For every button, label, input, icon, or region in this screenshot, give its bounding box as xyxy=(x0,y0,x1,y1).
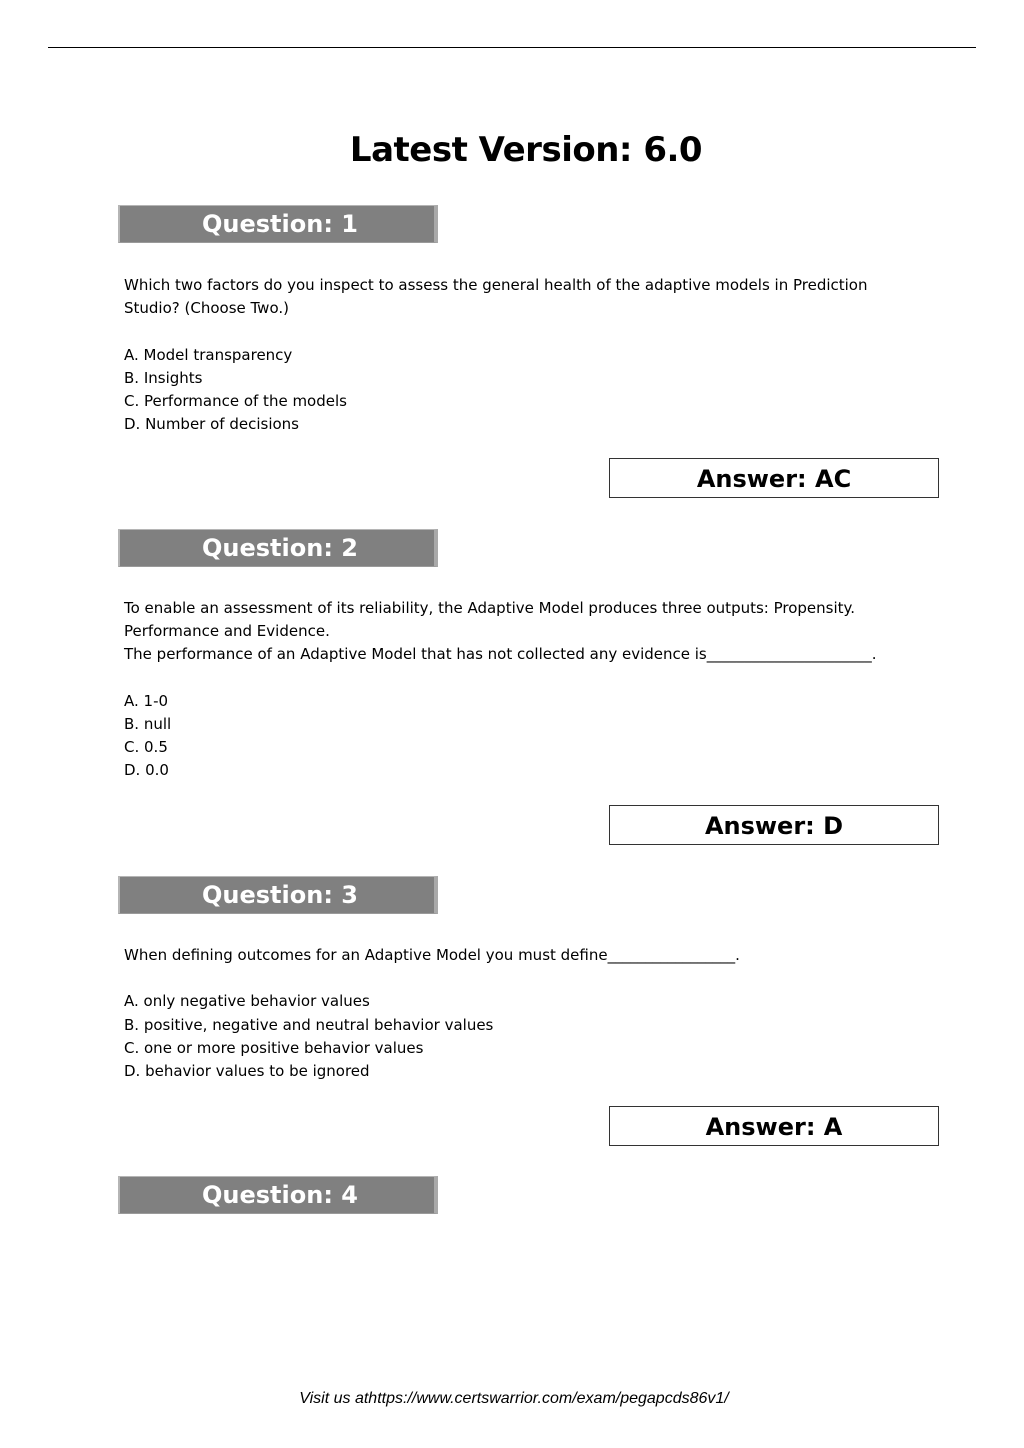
question-1-stem-line: Studio? (Choose Two.) xyxy=(124,299,289,318)
question-3-answer: Answer: A xyxy=(705,1113,843,1141)
question-2-answer: Answer: D xyxy=(704,812,844,840)
question-2-banner xyxy=(118,529,438,567)
question-3-option-d: D. behavior values to be ignored xyxy=(124,1062,370,1080)
question-1-option-b: B. Insights xyxy=(124,368,203,387)
question-1-option-c: C. Performance of the models xyxy=(124,392,347,410)
question-2-option-b: B. null xyxy=(124,715,172,733)
question-3-option-a: A. only negative behavior values xyxy=(124,992,370,1011)
question-1-answer: Answer: AC xyxy=(696,465,852,493)
question-1-body xyxy=(124,274,954,436)
question-3-option-b: B. positive, negative and neutral behavior values xyxy=(124,1015,494,1034)
question-2-stem-line: Performance and Evidence. xyxy=(124,622,330,641)
question-4-label: Question: 4 xyxy=(202,1181,358,1209)
question-1-answer-box xyxy=(609,458,939,498)
question-3-stem-line: When defining outcomes for an Adaptive Model you must define_________________. xyxy=(124,946,740,964)
question-3-label: Question: 3 xyxy=(202,881,358,909)
question-1-banner xyxy=(118,205,438,243)
question-2-answer-box xyxy=(609,805,939,845)
question-2-stem-line: The performance of an Adaptive Model that has not collected any evidence is______________________. xyxy=(124,645,877,664)
question-3-option-c: C. one or more positive behavior values xyxy=(124,1038,424,1057)
page-title: Latest Version: 6.0 xyxy=(349,130,703,170)
question-2-stem-line: To enable an assessment of its reliability, the Adaptive Model produces three outputs: Propensity. xyxy=(124,599,856,617)
question-1-stem-line: Which two factors do you inspect to assess the general health of the adaptive models in Prediction xyxy=(124,276,868,294)
footer-link[interactable]: Visit us athttps://www.certswarrior.com/exam/pegapcds86v1/ xyxy=(299,1390,729,1407)
question-1-option-a: A. Model transparency xyxy=(124,345,293,364)
question-2-option-c: C. 0.5 xyxy=(124,738,168,757)
question-2-body xyxy=(124,597,954,783)
question-1-label: Question: 1 xyxy=(202,210,358,238)
question-2-label: Question: 2 xyxy=(202,534,358,562)
question-3-body xyxy=(124,944,954,1083)
question-3-banner xyxy=(118,876,438,914)
question-4-banner xyxy=(118,1176,438,1214)
question-2-option-a: A. 1-0 xyxy=(124,691,169,710)
question-2-option-d: D. 0.0 xyxy=(124,761,169,780)
question-3-answer-box xyxy=(609,1106,939,1146)
header-rule xyxy=(48,47,976,48)
question-1-option-d: D. Number of decisions xyxy=(124,415,299,434)
